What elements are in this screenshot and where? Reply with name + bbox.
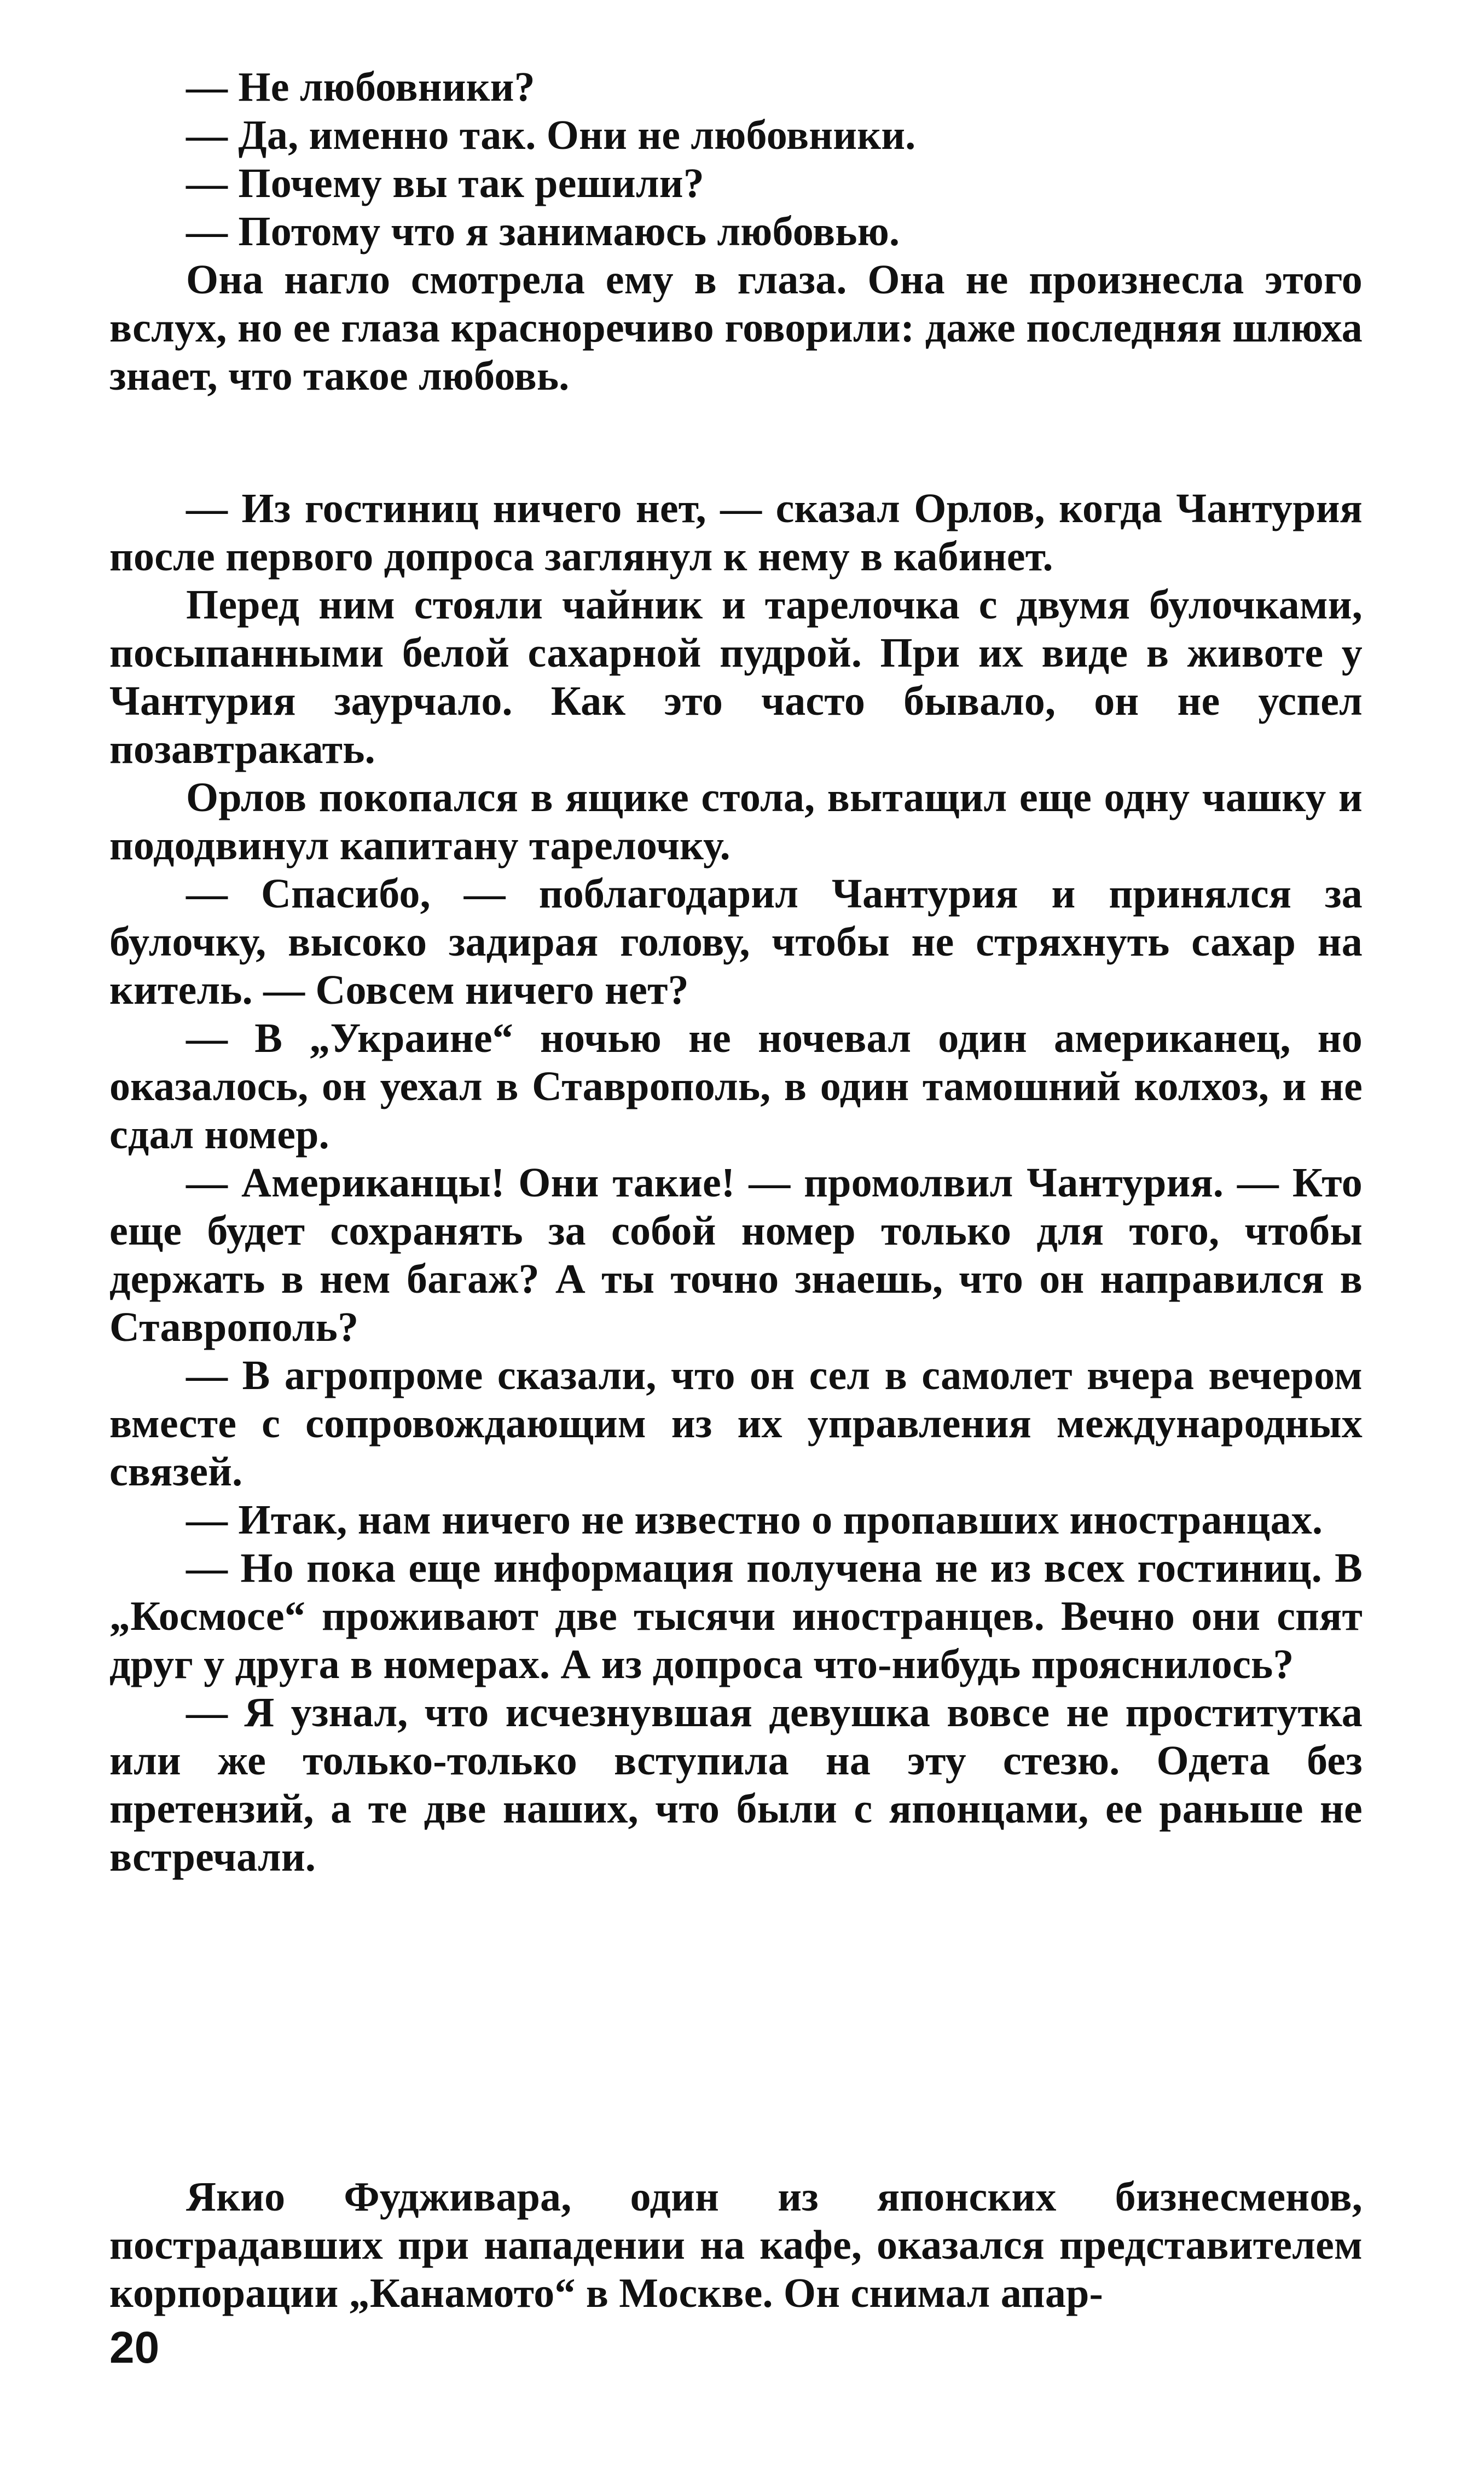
paragraph: — Итак, нам ничего не известно о пропавших иностранцах. <box>186 1497 1323 1543</box>
text-section-1 <box>109 63 1363 400</box>
paragraph: — Но пока еще информация получена не из всех гостиниц. В „Космосе“ проживают две тысячи иностранцев. Вечно они спят друг у друга в номерах. А из допроса что-нибудь прояснилось? <box>109 1545 1363 1687</box>
paragraph: — В агропроме сказали, что он сел в самолет вчера вечером вместе с сопровождающим из их управления международных связей. <box>109 1352 1363 1495</box>
text-section-3 <box>109 2173 1363 2317</box>
paragraph: — В „Украине“ ночью не ночевал один американец, но оказалось, он уехал в Ставрополь, в один тамошний колхоз, и не сдал номер. <box>109 1015 1363 1158</box>
paragraph: — Я узнал, что исчезнувшая девушка вовсе не проститутка или же только-только вступила на эту стезю. Одета без претензий, а те две наших, что были с японцами, ее раньше не встречали. <box>109 1690 1363 1880</box>
paragraph: — Спасибо, — поблагодарил Чантурия и принялся за булочку, высоко задирая голову, чтобы не стряхнуть сахар на китель. — Совсем ничего нет? <box>109 871 1363 1013</box>
paragraph: Орлов покопался в ящике стола, вытащил еще одну чашку и пододвинул капитану тарелочку. <box>109 774 1363 869</box>
dialogue-line: — Да, именно так. Они не любовники. <box>186 112 916 158</box>
paragraph: — Американцы! Они такие! — промолвил Чантурия. — Кто еще будет сохранять за собой номер только для того, чтобы держать в нем багаж? А ты точно знаешь, что он направился в Ставрополь? <box>109 1160 1363 1350</box>
paragraph: Она нагло смотрела ему в глаза. Она не произнесла этого вслух, но ее глаза красноречиво говорили: даже последняя шлюха знает, что такое любовь. <box>109 257 1363 399</box>
dialogue-line: — Потому что я занимаюсь любовью. <box>186 209 900 254</box>
text-section-2 <box>109 484 1363 1881</box>
paragraph: — Из гостиниц ничего нет, — сказал Орлов, когда Чантурия после первого допроса заглянул к нему в кабинет. <box>109 485 1363 580</box>
page-number: 20 <box>109 2323 160 2373</box>
dialogue-line: — Почему вы так решили? <box>186 160 704 206</box>
paragraph: Якио Фудживара, один из японских бизнесменов, пострадавших при нападении на кафе, оказался представителем корпорации „Канамото“ в Москве. Он снимал апар- <box>109 2174 1363 2316</box>
dialogue-line: — Не любовники? <box>186 64 535 110</box>
paragraph: Перед ним стояли чайник и тарелочка с двумя булочками, посыпанными белой сахарной пудрой. При их виде в животе у Чантурия заурчало. Как это часто бывало, он не успел позавтракать. <box>109 582 1363 772</box>
